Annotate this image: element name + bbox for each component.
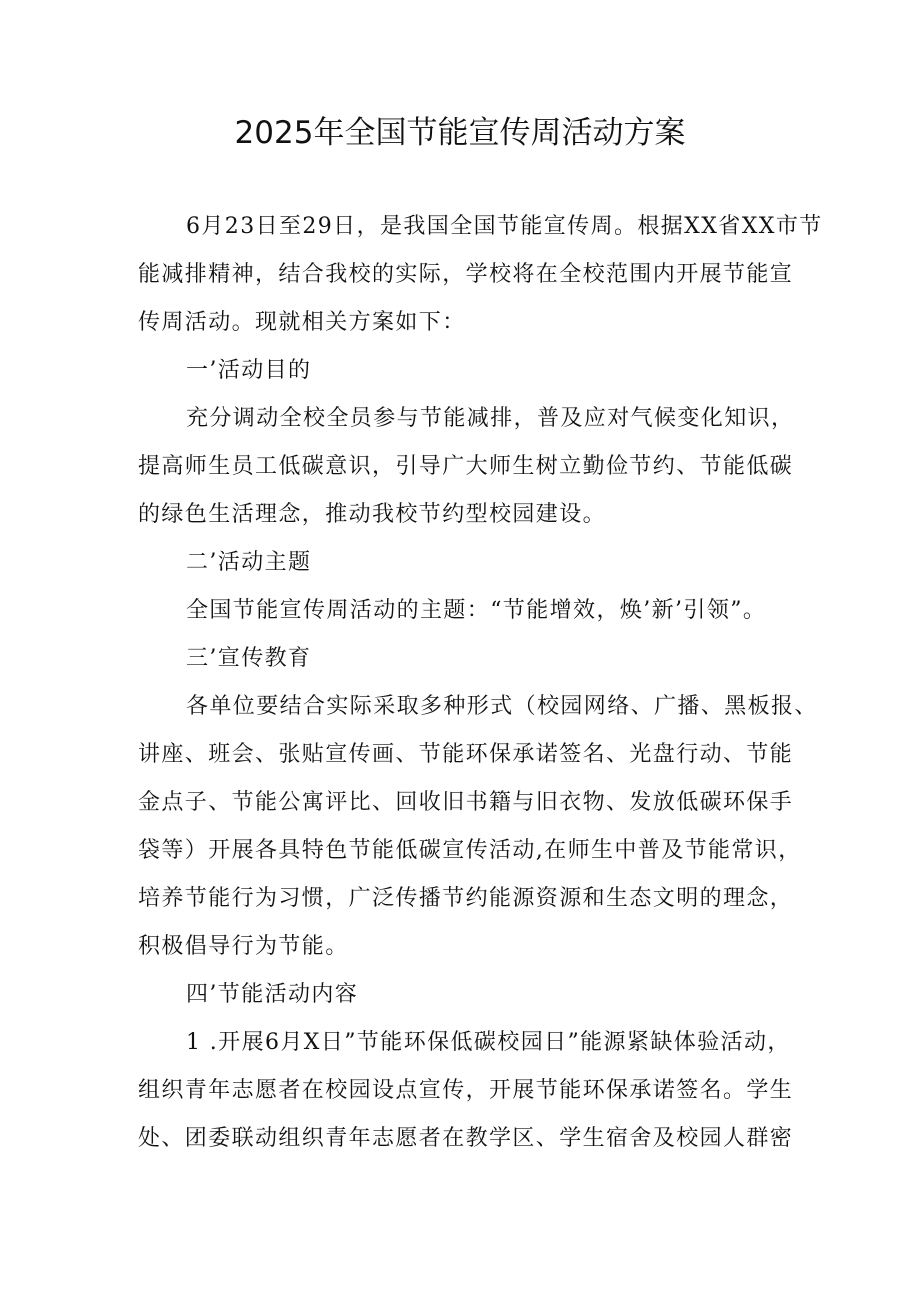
body-line: 充分调动全校全员参与节能减排，普及应对气候变化知识， xyxy=(186,406,795,431)
section-heading: 一’活动目的 xyxy=(186,358,312,383)
body-line: 1 .开展6月X日”节能环保低碳校园日”能源紧缺体验活动， xyxy=(186,1030,791,1055)
section-heading: 四’节能活动内容 xyxy=(186,982,359,1007)
body-line: 各单位要结合实际采取多种形式（校园网络、广播、黑板报、 xyxy=(186,694,818,719)
body-line: 的绿色生活理念，推动我校节约型校园建设。 xyxy=(138,502,607,527)
body-line: 提高师生员工低碳意识，引导广大师生树立勤俭节约、节能低碳 xyxy=(138,454,794,479)
body-line: 组织青年志愿者在校园设点宣传，开展节能环保承诺签名。学生 xyxy=(138,1078,794,1103)
section-heading: 三’宣传教育 xyxy=(186,646,312,671)
document-title: 2025年全国节能宣传周活动方案 xyxy=(234,115,686,151)
body-line: 培养节能行为习惯，广泛传播节约能源资源和生态文明的理念， xyxy=(138,886,794,911)
body-line: 金点子、节能公寓评比、回收旧书籍与旧衣物、发放低碳环保手 xyxy=(138,790,794,815)
body-line: 传周活动。现就相关方案如下： xyxy=(138,310,466,335)
body-line: 全国节能宣传周活动的主题：“节能增效，焕’新’引领”。 xyxy=(186,598,767,623)
body-line: 积极倡导行为节能。 xyxy=(138,934,349,959)
body-line: 6月23日至29日，是我国全国节能宣传周。根据XX省XX市节 xyxy=(186,214,823,239)
body-line: 讲座、班会、张贴宣传画、节能环保承诺签名、光盘行动、节能 xyxy=(138,742,794,767)
body-line: 袋等）开展各具特色节能低碳宣传活动,在师生中普及节能常识， xyxy=(138,838,802,863)
body-line: 能减排精神，结合我校的实际，学校将在全校范围内开展节能宣 xyxy=(138,262,794,287)
section-heading: 二’活动主题 xyxy=(186,550,312,575)
body-line: 处、团委联动组织青年志愿者在教学区、学生宿舍及校园人群密 xyxy=(138,1126,794,1151)
